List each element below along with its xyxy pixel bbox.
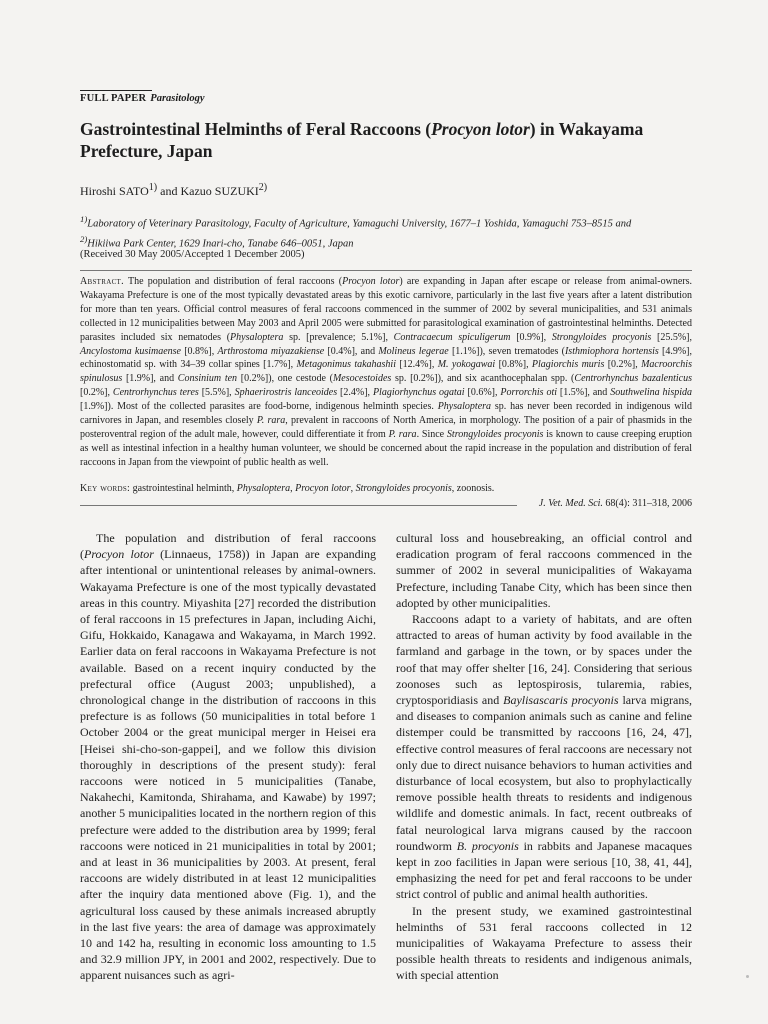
affiliations xyxy=(80,212,700,251)
section-header xyxy=(80,90,205,104)
paper-type: FULL PAPER xyxy=(80,93,147,104)
citation-rule xyxy=(80,505,517,506)
author-list: Hiroshi SATO$^{1)}$ and Kazuo SUZUKI$^{2)}$ xyxy=(80,182,268,198)
abstract-label: Abstract. xyxy=(80,276,124,287)
body-column-left xyxy=(80,530,376,984)
body-paragraph: Raccoons adapt to a variety of habitats, and are often attracted to areas of human activity by food available in the farmland and garbage in the town, or by spaces under the roof that may offer shelter [16, 24]. Considering that serious zoonoses such as leptospirosis, tularemia, rabies, cryptosporidiasis and Baylisascaris procyonis larva migrans, and diseases to companion animals such as canine and feline distemper could be transmitted by raccoons [16, 24, 47], effective control measures of feral raccoons are necessary not only due to direct nuisance behaviors to human activities and disturbance of local ecosystem, but also to prophylactically remove possible health threats to residents and indigenous wildlife and domestic animals. In fact, recent outbreaks of fatal neurological larva migrans caused by the raccoon roundworm B. procyonis in rabbits and Japanese macaques kept in zoo facilities in Japan were serious [10, 38, 41, 44], emphasizing the need for pet and feral raccoons to be under strict control of public and animal health authorities. xyxy=(396,612,692,902)
journal-citation: J. Vet. Med. Sci. 68(4): 311–318, 2006 xyxy=(538,498,692,509)
keywords-label: Key words: xyxy=(80,483,131,494)
body-paragraph: cultural loss and housebreaking, an official control and eradication program of feral raccoons commenced in the summer of 2002 in several municipalities of Wakayama Prefecture, including Tanabe City, which has been since then adopted by other municipalities. xyxy=(396,531,692,610)
paper-topic: Parasitology xyxy=(150,93,205,104)
affiliation-1: $^{1)}$Laboratory of Veterinary Parasitology, Faculty of Agriculture, Yamaguchi University, 1677–1 Yoshida, Yamaguchi 753–8515 and xyxy=(80,214,632,230)
scan-speck xyxy=(746,975,749,978)
body-paragraph: The population and distribution of feral raccoons (Procyon lotor (Linnaeus, 1758)) in Japan are expanding after intentional or unintentional releases by animal-owners. Wakayama Prefecture is one of the most typically devastated areas in this country. Miyashita [27] recorded the distribution of feral raccoons in 15 prefectures in Japan, including Aichi, Gifu, Hokkaido, Kanagawa and Wakayama, in March 1992. Earlier data on feral raccoons in Wakayama Prefecture is not available. Based on a recent inquiry conducted by the prefectural office (August 2003; unpublished), a chronological change in the distribution of raccoons in this prefecture is as follows (50 municipalities in total before 1 October 2004 or the great municipal merger in Heisei era [Heisei shi-cho-son-gappei], and we follow this division thoroughly in descriptions of the present study): feral raccoons were noticed in 5 municipalities (Tanabe, Nakahechi, Kamitonda, Shirahama, and Kawabe) by 1997; another 5 municipalities located in the northern region of this prefecture were added to the distribution area by 1999; feral raccoons were noticed in 21 municipalities in total by 2001; and at least in 36 municipalities by 2003. At present, feral raccoons are widely distributed in at least 12 municipalities after the inquiry data mentioned above (Fig. 1), and the agricultural loss caused by these animals increased abruptly in the last five years: the area of damage was approximately 10 and 142 ha, resulting in economic loss amounting to 1.5 and 32.9 million JPY, in 2001 and 2002, respectively. Due to apparent nuisances such as agri- xyxy=(80,531,376,983)
keywords: Key words: gastrointestinal helminth, Physaloptera, Procyon lotor, Strongyloides procyonis, zoonosis. xyxy=(80,483,495,494)
abstract: Abstract. The population and distribution of feral raccoons (Procyon lotor) are expanding in Japan after escape or release from animal-owners. Wakayama Prefecture is one of the most typically devastated areas by this exotic carnivore, particularly in the last five years after a latent distribution for more than ten years. Official control measures of feral raccoons commenced in the summer of 2002 by several municipalities, and 531 animals collected in 12 municipalities between May 2003 and April 2005 were submitted for parasitological examination of gastrointestinal helminths. Detected parasites included six nematodes (Physaloptera sp. [prevalence; 5.1%], Contracaecum spiculigerum [0.9%], Strongyloides procyonis [25.5%], Ancylostoma kusimaense [0.8%], Arthrostoma miyazakiense [0.4%], and Molineus legerae [1.1%]), seven trematodes (Isthmiophora hortensis [4.9%], echinostomatid sp. with 34–39 collar spines [1.7%], Metagonimus takahashii [12.4%], M. yokogawai [0.8%], Plagiorchis muris [0.2%], Macroorchis spinulosus [1.9%], and Consinium ten [0.2%]), one cestode (Mesocestoides sp. [0.2%]), and six acanthocephalan spp. (Centrorhynchus bazalenticus [0.2%], Centrorhynchus teres [5.5%], Sphaerirostris lanceoides [2.4%], Plagiorhynchus ogatai [0.6%], Porrorchis oti [1.5%], and Southwelina hispida [1.9%]). Most of the collected parasites are food-borne, indigenous helminth species. Physaloptera sp. has never been recorded in indigenous wild carnivores in Japan, and resembles closely P. rara, prevalent in raccoons of North America, in morphology. The position of a pair of phasmids in the posteroventral region of the adult male, however, could differentiate it from P. rara. Since Strongyloides procyonis is known to cause creeping eruption as well as intestinal infection in a healthy human volunteer, we should be concerned about the rapid increase in the population and distribution of feral raccoons in Japan from the viewpoint of public health as well. xyxy=(80,276,693,468)
paper-title: Gastrointestinal Helminths of Feral Raccoons (Procyon lotor) in Wakayama Prefecture, Japan xyxy=(80,119,644,161)
body-paragraph: In the present study, we examined gastrointestinal helminths of 531 feral raccoons collected in 12 municipalities of Wakayama Prefecture to assess their possible health threats to residents and indigenous animals, with special attention xyxy=(396,903,692,983)
received-dates: (Received 30 May 2005/Accepted 1 December 2005) xyxy=(80,249,305,260)
body-column-right xyxy=(396,530,692,984)
abstract-divider xyxy=(80,270,692,271)
affiliation-2: $^{2)}$Hikiiwa Park Center, 1629 Inari-cho, Tanabe 646–0051, Japan xyxy=(80,233,354,249)
journal-citation-row xyxy=(80,498,692,512)
